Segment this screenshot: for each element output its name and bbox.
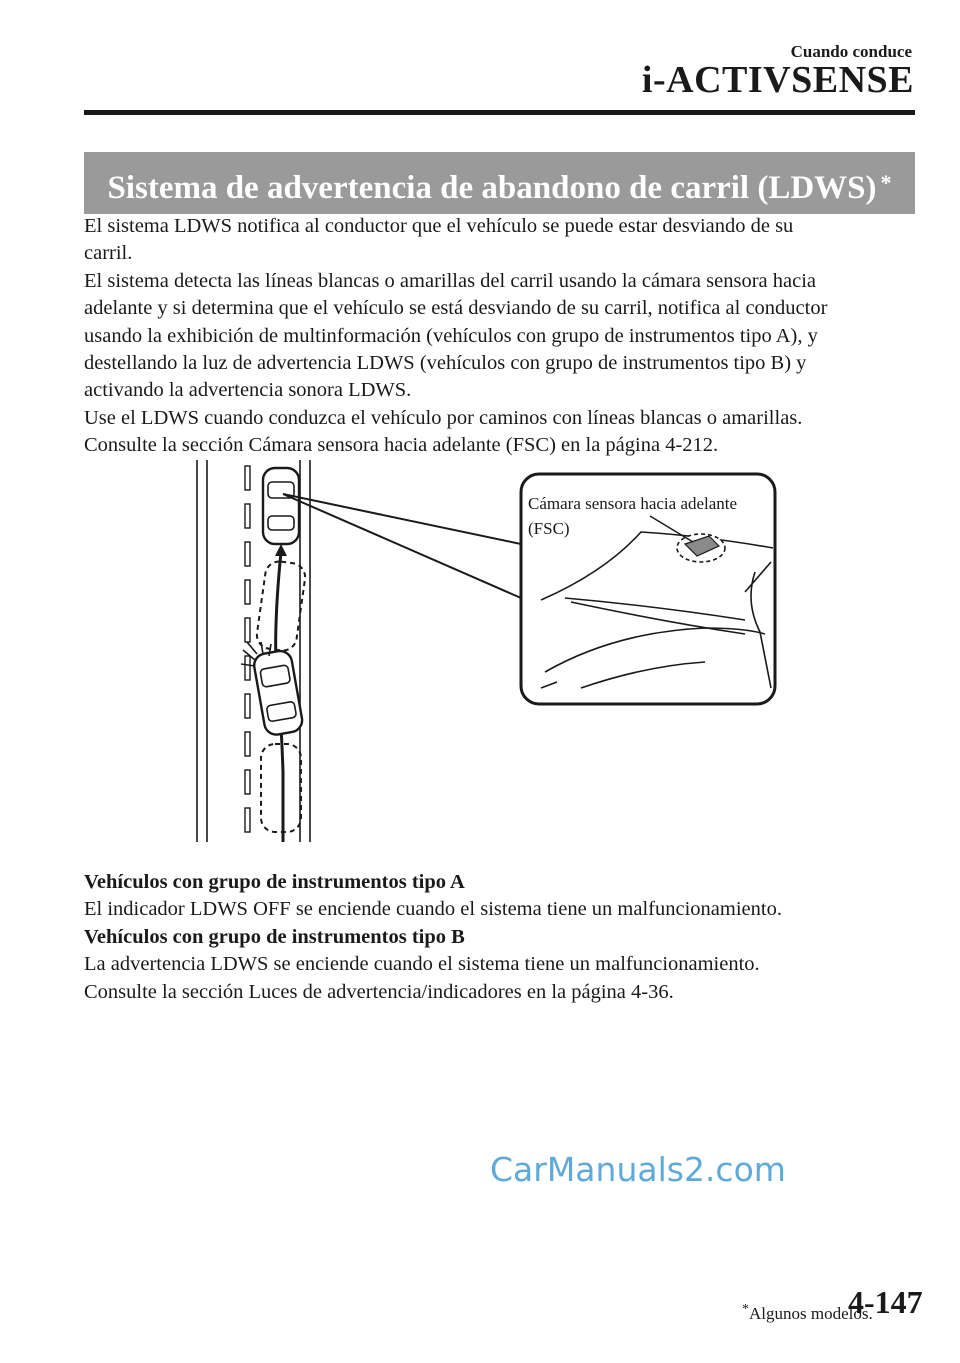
section-title-banner xyxy=(84,152,915,214)
section-title: Sistema de advertencia de abandono de carril (LDWS) xyxy=(107,170,877,206)
lane-divider-dashes xyxy=(245,466,250,832)
note-text-type-a: El indicador LDWS OFF se enciende cuando el sistema tiene un malfuncionamiento. xyxy=(84,898,782,921)
intro-paragraph xyxy=(84,213,919,460)
intro-line: destellando la luz de advertencia LDWS (vehículos con grupo de instrumentos tipo B) y xyxy=(84,352,807,375)
note-heading-type-b: Vehículos con grupo de instrumentos tipo B xyxy=(84,925,465,948)
notes-paragraph xyxy=(84,869,919,1006)
callout-label-line: (FSC) xyxy=(528,519,570,538)
intro-line: El sistema detecta las líneas blancas o amarillas del carril usando la cámara sensora hacia xyxy=(84,269,816,292)
footnote-text: Algunos modelos. xyxy=(749,1304,873,1323)
intro-line: El sistema LDWS notifica al conductor que el vehículo se puede estar desviando de su xyxy=(84,215,794,237)
note-reference: Consulte la sección Luces de advertencia/indicadores en la página 4-36. xyxy=(84,980,674,1003)
callout-label-line: Cámara sensora hacia adelante xyxy=(528,494,738,513)
intro-line: carril. xyxy=(84,242,133,265)
some-models-star-icon: * xyxy=(880,170,892,195)
running-header-chapter: i-ACTIVSENSE xyxy=(641,59,914,101)
ghost-car-middle xyxy=(255,560,307,653)
page-number: 4-147 xyxy=(848,1284,923,1320)
footnote-star-icon: * xyxy=(742,1302,749,1317)
note-text-type-b: La advertencia LDWS se enciende cuando el sistema tiene un malfuncionamiento. xyxy=(84,953,760,976)
header-rule xyxy=(84,110,915,115)
path-arrow-icon xyxy=(275,544,287,556)
intro-line: Consulte la sección Cámara sensora hacia adelante (FSC) en la página 4-212. xyxy=(84,434,719,457)
callout-pointer xyxy=(283,494,521,598)
drifting-car-icon xyxy=(252,649,304,736)
note-heading-type-a: Vehículos con grupo de instrumentos tipo A xyxy=(84,871,465,893)
intro-line: activando la advertencia sonora LDWS. xyxy=(84,379,412,402)
watermark: CarManuals2.com xyxy=(490,1150,786,1189)
intro-line: adelante y si determina que el vehículo se está desviando de su carril, notifica al conductor xyxy=(84,297,828,320)
intro-line: Use el LDWS cuando conduzca el vehículo por caminos con líneas blancas o amarillas. xyxy=(84,406,803,429)
running-header-section: Cuando conduce xyxy=(790,42,912,61)
intro-line: usando la exhibición de multinformación (vehículos con grupo de instrumentos tipo A), y xyxy=(84,324,818,347)
forward-car-icon xyxy=(263,468,299,544)
callout-label xyxy=(528,491,737,541)
